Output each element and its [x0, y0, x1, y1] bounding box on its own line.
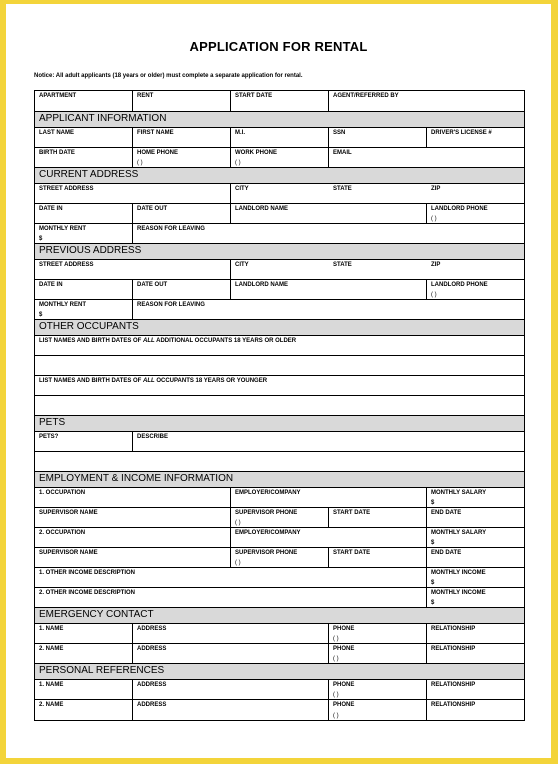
work-phone-field[interactable]	[231, 148, 329, 167]
pets-field[interactable]: PETS?	[35, 432, 133, 451]
occupants-adult-text-a: LIST NAMES AND BIRTH DATES OF	[39, 338, 143, 344]
birth-date-field[interactable]: BIRTH DATE	[35, 148, 133, 167]
last-name-field[interactable]: LAST NAME	[35, 128, 133, 147]
reference-name-1-field[interactable]: 1. NAME	[35, 680, 133, 699]
monthly-rent-label: MONTHLY RENT	[39, 226, 87, 232]
emergency-phone-2-field[interactable]	[329, 644, 427, 663]
ssn-field[interactable]: SSN	[329, 128, 427, 147]
monthly-salary-2-field[interactable]	[427, 528, 524, 547]
first-name-field[interactable]: FIRST NAME	[133, 128, 231, 147]
section-header-references: PERSONAL REFERENCES	[35, 664, 524, 680]
emergency-phone-1-label: PHONE	[333, 626, 355, 632]
monthly-income-1-label: MONTHLY INCOME	[431, 570, 486, 576]
end-date-2-field[interactable]: END DATE	[431, 550, 462, 556]
prev-date-in-field[interactable]: DATE IN	[35, 280, 133, 299]
occupants-adult-blank-line[interactable]	[35, 356, 524, 375]
reference-relationship-2-field[interactable]: RELATIONSHIP	[431, 702, 476, 708]
start-date-field[interactable]: START DATE	[231, 91, 329, 111]
apartment-field[interactable]: APARTMENT	[35, 91, 133, 111]
state-field[interactable]: STATE	[333, 186, 352, 192]
prev-city-field[interactable]: CITY	[235, 262, 249, 268]
emergency-phone-1-field[interactable]	[329, 624, 427, 643]
monthly-salary-2-label: MONTHLY SALARY	[431, 530, 487, 536]
occupants-adult-text-b: ADDITIONAL OCCUPANTS 18 YEARS OR OLDER	[154, 338, 297, 344]
city-field[interactable]: CITY	[235, 186, 249, 192]
reason-leaving-field[interactable]: REASON FOR LEAVING	[137, 226, 205, 232]
reference-address-1-field[interactable]: ADDRESS	[133, 680, 329, 699]
phone-parens: ( )	[235, 560, 241, 566]
phone-parens: ( )	[333, 636, 339, 642]
section-header-pets: PETS	[35, 416, 524, 432]
reference-phone-2-label: PHONE	[333, 702, 355, 708]
landlord-phone-label: LANDLORD PHONE	[431, 206, 488, 212]
reference-relationship-1-field[interactable]: RELATIONSHIP	[431, 682, 476, 688]
supervisor-phone-2-field[interactable]	[231, 548, 329, 567]
occupants-adult-emphasis: ALL	[143, 338, 155, 344]
phone-parens: ( )	[235, 520, 241, 526]
emergency-name-2-field[interactable]: 2. NAME	[35, 644, 133, 663]
date-out-field[interactable]: DATE OUT	[133, 204, 231, 223]
page-title: APPLICATION FOR RENTAL	[189, 39, 368, 54]
supervisor-phone-1-field[interactable]	[231, 508, 329, 527]
emergency-address-2-field[interactable]: ADDRESS	[133, 644, 329, 663]
section-header-current: CURRENT ADDRESS	[35, 168, 524, 184]
occupants-minor-text-b: OCCUPANTS 18 YEARS OR YOUNGER	[154, 378, 268, 384]
home-phone-label: HOME PHONE	[137, 150, 179, 156]
prev-street-address-field[interactable]: STREET ADDRESS	[35, 260, 231, 279]
prev-monthly-rent-label: MONTHLY RENT	[39, 302, 87, 308]
prev-state-field[interactable]: STATE	[333, 262, 352, 268]
email-field[interactable]: EMAIL	[333, 150, 352, 156]
occupation-1-field[interactable]: 1. OCCUPATION	[35, 488, 231, 507]
phone-parens: ( )	[431, 292, 437, 298]
notice-text: Notice: All adult applicants (18 years or older) must complete a separate application for rental.	[34, 73, 303, 79]
section-header-previous: PREVIOUS ADDRESS	[35, 244, 524, 260]
other-income-1-field[interactable]: 1. OTHER INCOME DESCRIPTION	[35, 568, 427, 587]
reference-phone-2-field[interactable]	[329, 700, 427, 720]
section-header-emergency: EMERGENCY CONTACT	[35, 608, 524, 624]
occupants-minor-text-a: LIST NAMES AND BIRTH DATES OF	[39, 378, 143, 384]
monthly-income-1-field[interactable]	[427, 568, 524, 587]
phone-parens: ( )	[333, 713, 339, 719]
dollar-sign: $	[39, 312, 43, 318]
rental-form	[34, 90, 525, 721]
start-date-1-field[interactable]: START DATE	[329, 508, 427, 527]
zip-field[interactable]: ZIP	[431, 186, 441, 192]
supervisor-phone-1-label: SUPERVISOR PHONE	[235, 510, 298, 516]
work-phone-label: WORK PHONE	[235, 150, 277, 156]
other-income-2-field[interactable]: 2. OTHER INCOME DESCRIPTION	[35, 588, 427, 607]
mi-field[interactable]: M.I.	[231, 128, 329, 147]
emergency-phone-2-label: PHONE	[333, 646, 355, 652]
reference-phone-1-field[interactable]	[329, 680, 427, 699]
section-header-occupants: OTHER OCCUPANTS	[35, 320, 524, 336]
occupation-2-field[interactable]: 2. OCCUPATION	[35, 528, 231, 547]
prev-landlord-phone-field[interactable]	[427, 280, 524, 299]
landlord-name-field[interactable]: LANDLORD NAME	[231, 204, 427, 223]
form-page	[6, 4, 551, 758]
section-header-applicant: APPLICANT INFORMATION	[35, 112, 524, 128]
describe-pets-field[interactable]: DESCRIBE	[137, 434, 169, 440]
agent-field[interactable]: AGENT/REFERRED BY	[333, 93, 399, 99]
prev-landlord-phone-label: LANDLORD PHONE	[431, 282, 488, 288]
prev-date-out-field[interactable]: DATE OUT	[133, 280, 231, 299]
occupants-minor-emphasis: ALL	[143, 378, 155, 384]
reference-phone-1-label: PHONE	[333, 682, 355, 688]
drivers-license-field[interactable]: DRIVER'S LICENSE #	[431, 130, 492, 136]
monthly-salary-1-label: MONTHLY SALARY	[431, 490, 487, 496]
prev-reason-leaving-field[interactable]: REASON FOR LEAVING	[137, 302, 205, 308]
supervisor-name-1-field[interactable]: SUPERVISOR NAME	[35, 508, 231, 527]
occupants-minor-label[interactable]	[35, 376, 524, 395]
phone-parens: ( )	[137, 160, 143, 166]
phone-parens: ( )	[431, 216, 437, 222]
pets-blank-line[interactable]	[35, 452, 524, 471]
phone-parens: ( )	[333, 692, 339, 698]
monthly-income-2-label: MONTHLY INCOME	[431, 590, 486, 596]
reference-name-2-field[interactable]: 2. NAME	[35, 700, 133, 720]
dollar-sign: $	[431, 540, 435, 546]
occupants-minor-blank-line[interactable]	[35, 396, 524, 415]
landlord-phone-field[interactable]	[427, 204, 524, 223]
dollar-sign: $	[431, 500, 435, 506]
emergency-relationship-2-field[interactable]: RELATIONSHIP	[431, 646, 476, 652]
dollar-sign: $	[39, 236, 43, 242]
monthly-rent-field[interactable]	[35, 224, 133, 243]
emergency-name-1-field[interactable]: 1. NAME	[35, 624, 133, 643]
emergency-relationship-1-field[interactable]: RELATIONSHIP	[431, 626, 476, 632]
prev-landlord-name-field[interactable]: LANDLORD NAME	[231, 280, 427, 299]
employer-1-field[interactable]: EMPLOYER/COMPANY	[231, 488, 427, 507]
monthly-income-2-field[interactable]	[427, 588, 524, 607]
dollar-sign: $	[431, 580, 435, 586]
supervisor-name-2-field[interactable]: SUPERVISOR NAME	[35, 548, 231, 567]
supervisor-phone-2-label: SUPERVISOR PHONE	[235, 550, 298, 556]
employer-2-field[interactable]: EMPLOYER/COMPANY	[231, 528, 427, 547]
section-header-employment: EMPLOYMENT & INCOME INFORMATION	[35, 472, 524, 488]
reference-address-2-field[interactable]: ADDRESS	[133, 700, 329, 720]
end-date-1-field[interactable]: END DATE	[431, 510, 462, 516]
occupants-adult-label[interactable]	[35, 336, 524, 355]
emergency-address-1-field[interactable]: ADDRESS	[133, 624, 329, 643]
prev-monthly-rent-field[interactable]	[35, 300, 133, 319]
street-address-field[interactable]: STREET ADDRESS	[35, 184, 231, 203]
start-date-2-field[interactable]: START DATE	[329, 548, 427, 567]
rent-field[interactable]: RENT	[133, 91, 231, 111]
monthly-salary-1-field[interactable]	[427, 488, 524, 507]
date-in-field[interactable]: DATE IN	[35, 204, 133, 223]
home-phone-field[interactable]	[133, 148, 231, 167]
dollar-sign: $	[431, 600, 435, 606]
phone-parens: ( )	[235, 160, 241, 166]
phone-parens: ( )	[333, 656, 339, 662]
top-row	[35, 91, 524, 112]
prev-zip-field[interactable]: ZIP	[431, 262, 441, 268]
